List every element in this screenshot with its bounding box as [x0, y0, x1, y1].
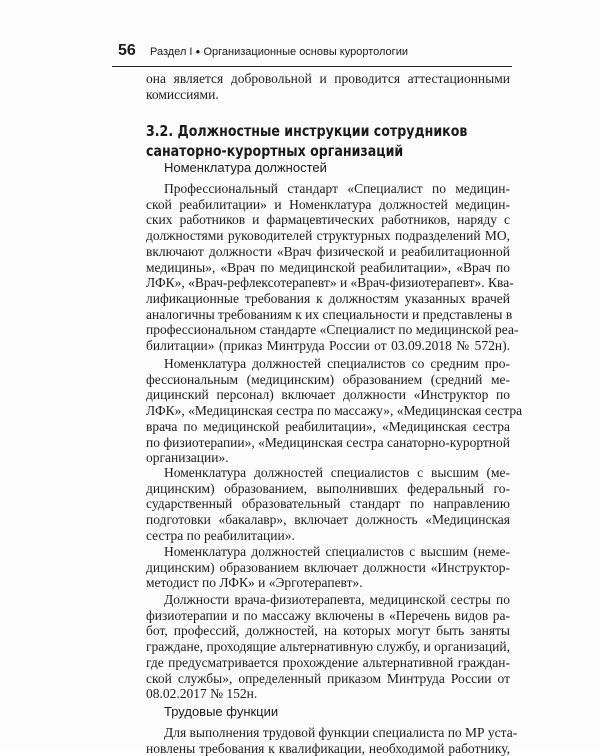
text-line: бот, профессий, должностей, на которых могут быть заняты — [146, 623, 510, 639]
text-line: подготовки «бакалавр», включает должность «Медицинская — [146, 512, 510, 528]
text-line: билитации» (приказ Минтруда России от 03.09.2018 № 572н). — [146, 338, 510, 354]
text-line: новлены требования к квалификации, необходимой работнику, — [146, 740, 510, 756]
subheading-labor-functions: Трудовые функции — [164, 704, 279, 719]
header-rule — [112, 66, 512, 67]
text-line: ЛФК», «Медицинская сестра по массажу», «Медицинская сестра — [146, 403, 523, 419]
page-number: 56 — [118, 42, 136, 59]
text-line: организации». — [146, 450, 229, 466]
text-line: дицинским) образованием, выполнивших федеральный го- — [146, 480, 510, 496]
paragraph-5 — [146, 592, 510, 702]
text-line: аналогичны требованиям к их специальности и представлены в — [146, 306, 513, 322]
section-label: Раздел I — [150, 46, 193, 58]
text-line: ских работников и фармацевтических работников, наряду с — [146, 212, 510, 228]
text-line: сударственный образовательный стандарт по направлению — [146, 496, 510, 512]
heading-line: 3.2. Должностные инструкции сотрудников — [146, 122, 468, 140]
paragraph-2 — [146, 356, 523, 466]
text-line: врача по медицинской реабилитации», «Медицинская сестра — [146, 418, 510, 434]
intro-text — [146, 71, 510, 102]
subheading-nomenclature: Номенклатура должностей — [164, 160, 327, 175]
text-line: медицины», «Врач по медицинской реабилитации», «Врач по — [146, 259, 510, 275]
text-line: Должности врача-физиотерапевта, медицинской сестры по — [164, 592, 510, 607]
text-line: ской реабилитации» и Номенклатура должностей медицин- — [146, 196, 510, 212]
section-heading — [146, 121, 467, 161]
paragraph-1 — [146, 181, 519, 354]
text-line: Профессиональный стандарт «Специалист по медицин- — [164, 181, 510, 196]
text-line: профессиональном стандарте «Специалист по медицинской реа- — [146, 322, 519, 338]
text-line: дицинским) образованием включает должности «Инструктор- — [146, 559, 510, 575]
text-line: физиотерапии и по массажу включены в «Перечень видов ра- — [146, 607, 510, 623]
paragraph-6 — [146, 725, 518, 756]
chapter-title: Организационные основы курортологии — [203, 46, 408, 58]
text-line: ЛФК», «Врач-рефлексотерапевт» и «Врач-физиотерапевт». Ква- — [146, 275, 514, 291]
paragraph-4 — [146, 544, 510, 591]
text-line: включают должности «Врач физической и реабилитационной — [146, 243, 510, 259]
text-line: Номенклатура должностей специалистов со средним про- — [164, 356, 510, 371]
text-line: Номенклатура должностей специалистов с высшим (ме- — [164, 465, 510, 480]
bullet-separator: ● — [195, 47, 201, 56]
text-line: Для выполнения трудовой функции специалиста по МР уста- — [164, 725, 518, 740]
text-line: 08.02.2017 № 152н. — [146, 686, 258, 702]
text-line: Номенклатура должностей специалистов с высшим (неме- — [164, 544, 510, 559]
text-line: фессиональным (медицинским) образованием (средний ме- — [146, 371, 510, 387]
text-line: ской службы», определенный приказом Минтруда России от — [146, 670, 510, 686]
text-line: сестра по реабилитации». — [146, 527, 295, 543]
text-line: комиссиями. — [146, 86, 219, 102]
running-header — [150, 46, 408, 58]
heading-line: санаторно-курортных организаций — [146, 142, 404, 160]
text-line: где предусматривается прохождение альтернативной граждан- — [146, 654, 510, 670]
text-line: граждане, проходящие альтернативную службу, и организаций, — [146, 639, 510, 655]
text-line: дицинский персонал) включает должности «Инструктор по — [146, 387, 510, 403]
paragraph-3 — [146, 465, 510, 544]
text-line: она является добровольной и проводится аттестационными — [146, 71, 510, 86]
text-line: методист по ЛФК» и «Эрготерапевт». — [146, 575, 363, 591]
text-line: по физиотерапии», «Медицинская сестра санаторно-курортной — [146, 434, 510, 450]
text-line: должностями руководителей структурных подразделений МО, — [146, 228, 510, 244]
text-line: лификационные требования к должностям указанных врачей — [146, 290, 510, 306]
